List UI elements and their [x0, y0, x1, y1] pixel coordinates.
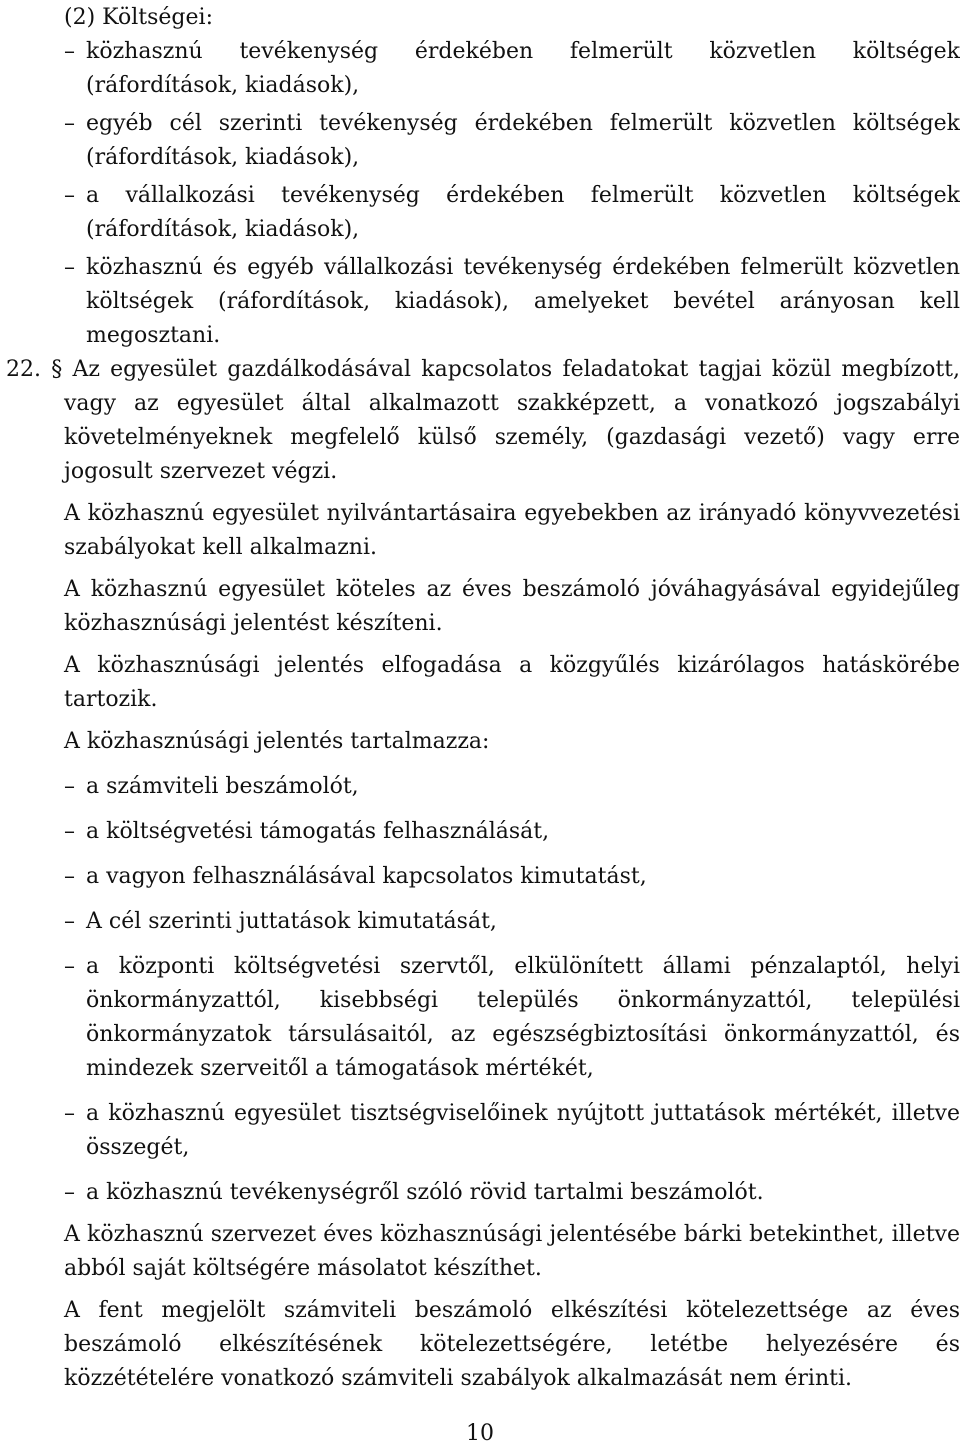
list-dash: – — [64, 819, 75, 844]
list-dash: – — [64, 864, 75, 889]
list-item — [64, 1176, 960, 1210]
document-page — [6, 0, 960, 1396]
section-22-lead — [6, 353, 960, 489]
paragraph: A közhasznúsági jelentés tartalmazza: — [64, 729, 490, 754]
list-item-text: a számviteli beszámolót, — [86, 774, 359, 799]
list-dash: – — [64, 183, 75, 208]
paragraph: A közhasznú egyesület nyilvántartásaira egyebekben az irányadó könyvvezetési szabályokat kell alkalmazni. — [64, 501, 960, 560]
paragraph: A fent megjelölt számviteli beszámoló elkészítési kötelezettsége az éves beszámoló elkészítésének kötelezettségére, letétbe helyezésére és közzétételére vonatkozó számviteli szabályok alkalmazását nem érinti. — [64, 1298, 960, 1391]
list-item — [64, 179, 960, 247]
list-item — [64, 860, 960, 894]
paragraph: A közhasznú egyesület köteles az éves beszámoló jóváhagyásával egyidejűleg közhasznúsági jelentést készíteni. — [64, 577, 960, 636]
section-number: 22. § — [6, 357, 63, 382]
list-dash: – — [64, 39, 75, 64]
list-dash: – — [64, 111, 75, 136]
list-item-text: a közhasznú tevékenységről szóló rövid tartalmi beszámolót. — [86, 1180, 764, 1205]
list-item-text: a központi költségvetési szervtől, elkülönített állami pénzalaptól, helyi önkormányzattól, kisebbségi település önkormányzattól, települési önkormányzatok társulásaitól, az egészségbiztosítási önkormányzattól, és mindezek szerveitől a támogatások mértékét, — [86, 954, 960, 1081]
list-item — [64, 770, 960, 804]
list-item — [64, 1097, 960, 1165]
list-item — [64, 35, 960, 103]
section-22-lead-text: Az egyesület gazdálkodásával kapcsolatos feladatokat tagjai közül megbízott, vagy az egyesület által alkalmazott szakképzett, a vonatkozó jogszabályi követelményeknek megfelelő külső személy, (gazdasági vezető) vagy erre jogosult szervezet végzi. — [64, 357, 960, 484]
page-number: 10 — [466, 1421, 494, 1446]
list-item — [64, 251, 960, 353]
list-item — [64, 815, 960, 849]
list-dash: – — [64, 909, 75, 934]
list-item-text: közhasznú tevékenység érdekében felmerült közvetlen költségek (ráfordítások, kiadások), — [86, 39, 960, 98]
list-item-text: egyéb cél szerinti tevékenység érdekében felmerült közvetlen költségek (ráfordítások, kiadások), — [86, 111, 960, 170]
paragraph: A közhasznúsági jelentés elfogadása a közgyűlés kizárólagos hatáskörébe tartozik. — [64, 653, 960, 712]
section-heading: (2) Költségei: — [64, 5, 213, 30]
list-item — [64, 905, 960, 939]
list-item-text: A cél szerinti juttatások kimutatását, — [86, 909, 497, 934]
list-item-text: a költségvetési támogatás felhasználását, — [86, 819, 550, 844]
list-dash: – — [64, 255, 75, 280]
list-dash: – — [64, 1180, 75, 1205]
paragraph: A közhasznú szervezet éves közhasznúsági jelentésébe bárki betekinthet, illetve abból saját költségére másolatot készíthet. — [64, 1222, 960, 1281]
list-item-text: közhasznú és egyéb vállalkozási tevékenység érdekében felmerült közvetlen költségek (ráfordítások, kiadások), amelyeket bevétel arányosan kell megosztani. — [86, 255, 960, 348]
list-dash: – — [64, 774, 75, 799]
list-item-text: a vagyon felhasználásával kapcsolatos kimutatást, — [86, 864, 647, 889]
list-item — [64, 950, 960, 1086]
list-dash: – — [64, 1101, 75, 1126]
list-item-text: a vállalkozási tevékenység érdekében felmerült közvetlen költségek (ráfordítások, kiadások), — [86, 183, 960, 242]
list-item — [64, 107, 960, 175]
list-item-text: a közhasznú egyesület tisztségviselőinek nyújtott juttatások mértékét, illetve összegét, — [86, 1101, 960, 1160]
list-dash: – — [64, 954, 75, 979]
